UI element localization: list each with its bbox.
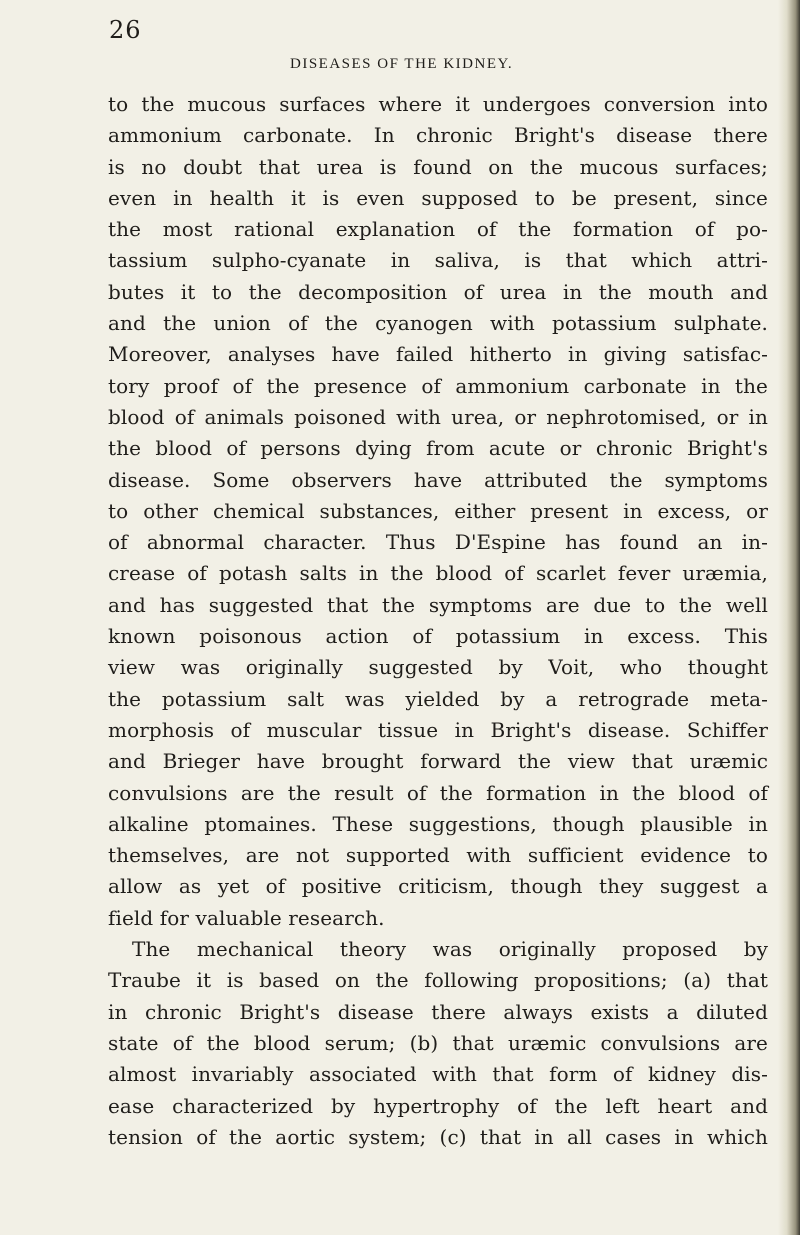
text-line: the potassium salt was yielded by a retrograde meta- bbox=[108, 686, 768, 711]
text-line: state of the blood serum; (b) that uræmic convulsions are bbox=[108, 1030, 768, 1055]
running-title: DISEASES OF THE KIDNEY. bbox=[290, 56, 514, 72]
text-line: convulsions are the result of the formation in the blood of bbox=[108, 780, 768, 805]
text-line: ease characterized by hypertrophy of the left heart and bbox=[108, 1093, 768, 1118]
text-line: Traube it is based on the following propositions; (a) that bbox=[108, 968, 768, 993]
text-line: is no doubt that urea is found on the mucous surfaces; bbox=[108, 154, 768, 179]
text-line: known poisonous action of potassium in excess. This bbox=[108, 624, 768, 649]
text-line: butes it to the decomposition of urea in the mouth and bbox=[108, 279, 768, 304]
text-line: crease of potash salts in the blood of scarlet fever uræmia, bbox=[108, 561, 768, 586]
text-line: allow as yet of positive criticism, though they suggest a bbox=[108, 874, 768, 899]
text-line: disease. Some observers have attributed the symptoms bbox=[108, 467, 768, 492]
text-line: even in health it is even supposed to be present, since bbox=[108, 185, 768, 210]
text-line: to other chemical substances, either present in excess, or bbox=[108, 498, 768, 523]
text-line: themselves, are not supported with sufficient evidence to bbox=[108, 843, 768, 868]
text-line: tassium sulpho-cyanate in saliva, is that which attri- bbox=[108, 248, 768, 273]
text-line: alkaline ptomaines. These suggestions, though plausible in bbox=[108, 811, 768, 836]
text-line: almost invariably associated with that form of kidney dis- bbox=[108, 1062, 768, 1087]
text-line: tension of the aortic system; (c) that in all cases in which bbox=[108, 1124, 768, 1149]
page-number: 26 bbox=[109, 16, 142, 44]
text-line: and Brieger have brought forward the view that uræmic bbox=[108, 749, 768, 774]
text-line: Moreover, analyses have failed hitherto in giving satisfac- bbox=[108, 342, 768, 367]
text-line: the most rational explanation of the formation of po- bbox=[108, 217, 768, 242]
text-line: The mechanical theory was originally proposed by bbox=[132, 937, 768, 962]
page-edge-shadow bbox=[778, 0, 800, 1235]
text-line: tory proof of the presence of ammonium carbonate in the bbox=[108, 373, 768, 398]
text-line: and the union of the cyanogen with potassium sulphate. bbox=[108, 311, 768, 336]
text-line: the blood of persons dying from acute or chronic Bright's bbox=[108, 436, 768, 461]
text-line: of abnormal character. Thus D'Espine has found an in- bbox=[108, 530, 768, 555]
text-line: view was originally suggested by Voit, who thought bbox=[108, 655, 768, 680]
text-line: to the mucous surfaces where it undergoes conversion into bbox=[108, 92, 768, 116]
text-line: field for valuable research. bbox=[108, 905, 385, 930]
body-text bbox=[108, 89, 768, 1153]
text-line: ammonium carbonate. In chronic Bright's disease there bbox=[108, 123, 768, 148]
text-line: in chronic Bright's disease there always exists a diluted bbox=[108, 999, 768, 1024]
text-line: blood of animals poisoned with urea, or nephrotomised, or in bbox=[108, 404, 768, 429]
text-line: and has suggested that the symptoms are due to the well bbox=[108, 592, 768, 617]
text-line: morphosis of muscular tissue in Bright's disease. Schiffer bbox=[108, 717, 768, 742]
